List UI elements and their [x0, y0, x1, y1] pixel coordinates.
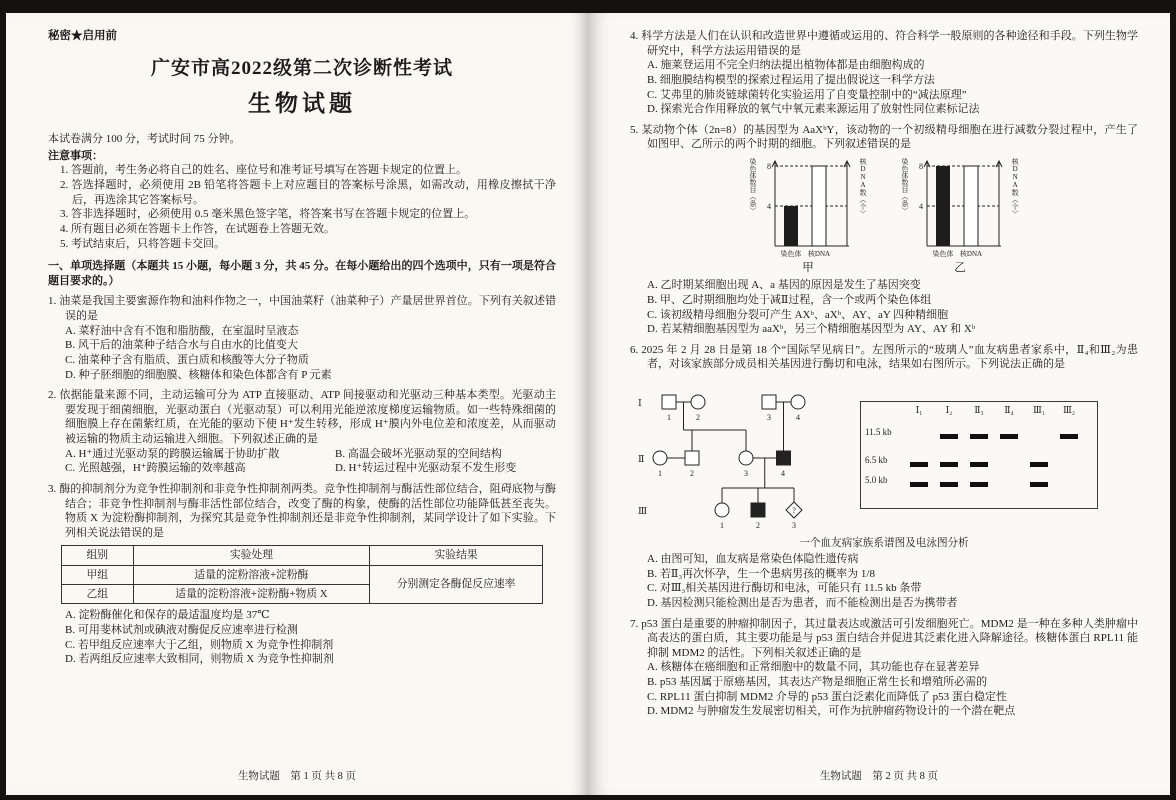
question-4: [630, 29, 1138, 117]
options-two-column: [48, 447, 556, 476]
gel-band: [1030, 482, 1048, 487]
scanned-exam-sheet: [6, 13, 1170, 795]
question-number: 1.: [48, 295, 57, 308]
question-number: 2.: [48, 389, 57, 402]
question-text: 依据能量来源不同，主动运输可分为 ATP 直接驱动、ATP 间接驱动和光驱动三种基本类型。光驱动主要发现于细菌细胞，光驱动蛋白（光驱动泵）可以利用光能逆浓度梯度运输物质。如一些特殊细菌的细胞膜上存在菌紫红质，在光能的驱动下使 H⁺发生转移，形成 H⁺膜内外电位差和浓度差，从而驱动被运输的物质主动运输进入细胞。下列叙述正确的是: [59, 389, 556, 445]
x-category-label: 核DNA: [807, 250, 831, 258]
table-header: 组别: [61, 546, 133, 565]
generation-label: Ⅰ: [638, 399, 642, 410]
bar-chart-jia: [749, 156, 867, 276]
notes-title: 注意事项：: [48, 149, 103, 162]
option-c: C. RPL11 蛋白抑制 MDM2 介导的 p53 蛋白泛素化而降低了 p53 蛋白稳定性: [647, 690, 1007, 703]
question-stem: [48, 482, 556, 541]
table-header: 实验结果: [369, 546, 542, 565]
individual-number: 4: [796, 413, 800, 423]
q5-figure: [630, 156, 1138, 276]
gel-lane-label: Ⅰ₁: [915, 405, 923, 416]
chart-title: 乙: [954, 262, 966, 274]
exam-title: 广安市高2022级第二次诊断性考试: [150, 58, 453, 80]
option-c: C. 对Ⅲ₃相关基因进行酶切和电泳，可能只有 11.5 kb 条带: [647, 582, 922, 595]
option-b: B. 甲、乙时期细胞均处于减Ⅱ过程，含一个或两个染色体组: [647, 293, 932, 306]
gel-diagram: [860, 401, 1098, 509]
option-d: D. 探索光合作用释放的氧气中氧元素来源运用了放射性同位素标记法: [647, 103, 980, 116]
question-stem: [630, 617, 1138, 661]
tick-label: 8: [919, 162, 924, 171]
question-number: 6.: [630, 343, 639, 356]
gel-lane-label: Ⅱ₃: [974, 405, 984, 416]
gel-band: [970, 482, 988, 487]
gel-band: [910, 482, 928, 487]
band-size-label: 6.5 kb: [865, 455, 888, 466]
option-a: A. 菜籽油中含有不饱和脂肪酸，在室温时呈液态: [65, 324, 299, 337]
chromosome-bar: [936, 166, 950, 246]
tick-label: 4: [766, 202, 771, 211]
bar-chart-svg: [757, 156, 859, 260]
option-b: B. 可用斐林试剂或碘液对酶促反应速率进行检测: [65, 624, 298, 637]
dna-bar: [964, 166, 978, 246]
question-text: 2025 年 2 月 28 日是第 18 个“国际罕见病日”。左图所示的“玻璃人”血友病患者家系中，Ⅱ₄和Ⅲ₂为患者，对该家族部分成员相关基因进行酶切和电泳，结果如右图所示。下列说法正确的是: [641, 343, 1138, 371]
band-size-label: 5.0 kb: [865, 475, 888, 486]
gel-lane-label: Ⅱ₄: [1004, 405, 1014, 416]
chart-row: [901, 156, 1019, 260]
table-header: 实验处理: [133, 546, 369, 565]
question-3: [48, 482, 556, 667]
option-d: D. H⁺转运过程中光驱动泵不发生形变: [335, 462, 517, 475]
option-c: C. 艾弗里的肺炎链球菌转化实验运用了自变量控制中的“减法原理”: [647, 88, 967, 101]
question-number: 3.: [48, 482, 57, 495]
chromosome-bar: [784, 206, 798, 246]
tick-label: 8: [766, 162, 771, 171]
page-footer: 生物试题 第 1 页 共 8 页: [237, 771, 357, 783]
table-row: [61, 565, 543, 584]
option-b: B. 若Ⅱ₃再次怀孕，生一个患病男孩的概率为 1/8: [647, 567, 875, 580]
option-b: B. p53 基因属于原癌基因，其表达产物是细胞正常生长和增殖所必需的: [647, 676, 988, 689]
question-stem: [630, 123, 1138, 152]
option-b: B. 风干后的油菜种子结合水与自由水的比值变大: [65, 339, 298, 352]
option-c: C. 若甲组反应速率大于乙组，则物质 X 为竞争性抑制剂: [65, 638, 334, 651]
individual-number: 1: [667, 413, 671, 423]
table-cell: 适量的淀粉溶液+淀粉酶: [133, 565, 369, 584]
page-footer: 生物试题 第 2 页 共 8 页: [819, 771, 939, 783]
question-2: [48, 388, 556, 476]
gel-band: [910, 462, 928, 467]
gel-band: [970, 462, 988, 467]
option-d: D. 基因检测只能检测出是否为患者，而不能检测出是否为携带者: [647, 596, 958, 609]
x-category-label: 染色体: [932, 250, 954, 258]
option-d: D. 若两组反应速率大致相同，则物质 X 为竞争性抑制剂: [65, 653, 334, 666]
option-c: C. 该初级精母细胞分裂可产生 AXᵇ、aXᵇ、AY、aY 四种精细胞: [647, 308, 949, 321]
note-item: 3. 答非选择题时，必须使用 0.5 毫米黑色签字笔，将答案书写在答题卡规定的位置上。: [60, 208, 476, 221]
note-item: 5. 考试结束后，只将答题卡交回。: [60, 237, 225, 250]
option-d: D. MDM2 与肿瘤发生发展密切相关，可作为抗肿瘤药物设计的一个潜在靶点: [647, 705, 1016, 718]
table-cell: 乙组: [61, 585, 133, 604]
figure-caption: 一个血友病家族系谱图及电泳图分析: [799, 538, 969, 550]
unknown-marker: ?: [792, 506, 796, 516]
table-header-row: [61, 546, 543, 565]
option-a: A. 施莱登运用不完全归纳法提出植物体都是由细胞构成的: [647, 59, 925, 72]
y-axis-label-right: 核DNA数（个）: [859, 158, 867, 217]
question-text: 酶的抑制剂分为竞争性抑制剂和非竞争性抑制剂两类。竞争性抑制剂与酶活性部位结合，阻碍底物与酶结合；非竞争性抑制剂与酶非活性部位结合，改变了酶的构象，使酶的活性部位功能降低甚至丧失。物质 X 为淀粉酶抑制剂，为探究其是竞争性抑制剂还是非竞争性抑制剂，某同学设计了如下实验。下列相关说法错误的是: [59, 482, 556, 539]
note-item: 1. 答题前，考生务必将自己的姓名、座位号和准考证号填写在答题卡规定的位置上。: [60, 164, 467, 177]
table-cell: 适量的淀粉溶液+淀粉酶+物质 X: [133, 585, 369, 604]
exam-subject-title: 生物试题: [248, 90, 356, 116]
note-item: 2. 答选择题时，必须使用 2B 铅笔将答题卡上对应题目的答案标号涂黑，如需改动，用橡皮擦拭干净后，再选涂其它答案标号。: [60, 179, 556, 206]
individual-number: 2: [696, 413, 700, 423]
x-category-label: 核DNA: [959, 250, 983, 258]
question-stem: [48, 388, 556, 447]
question-number: 7.: [630, 617, 639, 630]
gel-band: [940, 434, 958, 439]
individual-number: 3: [767, 413, 771, 423]
section-title: 一、单项选择题（本题共 15 小题，每小题 3 分，共 45 分。在每小题给出的四个选项中，只有一项是符合题目要求的。）: [48, 260, 556, 287]
option-a: A. H⁺通过光驱动泵的跨膜运输属于协助扩散: [65, 447, 280, 460]
question-stem: [630, 343, 1138, 372]
question-text: 油菜是我国主要蜜源作物和油料作物之一，中国油菜籽（油菜种子）产量居世界首位。下列有关叙述错误的是: [59, 295, 556, 322]
gel-band: [970, 434, 988, 439]
question-text: p53 蛋白是重要的肿瘤抑制因子，其过量表达或激活可引发细胞死亡。MDM2 是一种在多种人类肿瘤中高表达的蛋白质，其主要功能是与 p53 蛋白结合并促进其泛素化进入降解途径。核糖体蛋白 RPL11 能抑制 MDM2 的活性。下列相关叙述正确的是: [641, 617, 1138, 659]
generation-label: Ⅱ: [638, 455, 645, 466]
gel-lane-label: Ⅲ₁: [1033, 405, 1045, 416]
individual-number: 1: [658, 469, 662, 479]
question-7: [630, 617, 1138, 719]
pedigree-chart: [634, 376, 844, 534]
exam-info: 本试卷满分 100 分，考试时间 75 分钟。: [48, 133, 241, 146]
individual-number: 2: [756, 521, 760, 531]
bar-chart-svg: [909, 156, 1011, 260]
q6-figure: [634, 376, 1138, 534]
option-d: D. 种子胚细胞的细胞膜、核糖体和染色体都含有 P 元素: [65, 368, 332, 381]
gel-band: [1060, 434, 1078, 439]
option-c: C. 光照越强，H⁺跨膜运输的效率越高: [65, 462, 246, 475]
question-5: [630, 123, 1138, 337]
option-d: D. 若某精细胞基因型为 aaXᵇ，另三个精细胞基因型为 AY、AY 和 Xᵇ: [647, 323, 976, 336]
option-a: A. 淀粉酶催化和保存的最适温度均是 37℃: [65, 609, 270, 622]
generation-label: Ⅲ: [638, 507, 648, 518]
question-6: [630, 343, 1138, 611]
chart-title: 甲: [802, 262, 814, 274]
individual-number: 3: [744, 469, 748, 479]
y-axis-label-left: 染色体数目（条）: [901, 158, 910, 214]
dna-bar: [812, 166, 826, 246]
table-cell-merged: 分别测定各酶促反应速率: [369, 565, 542, 604]
individual-number: 4: [781, 469, 785, 479]
individual-number: 2: [690, 469, 694, 479]
x-category-label: 染色体: [780, 250, 802, 258]
tick-label: 4: [919, 202, 924, 211]
question-stem: [48, 294, 556, 323]
individual-number: 1: [720, 521, 724, 531]
gel-band: [940, 462, 958, 467]
question-text: 科学方法是人们在认识和改造世界中遵循或运用的、符合科学一般原则的各种途径和手段。下列生物学研究中，科学方法运用错误的是: [641, 30, 1138, 57]
secrecy-label: 秘密★启用前: [48, 30, 117, 42]
question-stem: [630, 29, 1138, 58]
individual-number: 3: [792, 521, 796, 531]
gel-band: [1030, 462, 1048, 467]
experiment-table: [61, 545, 544, 604]
table-cell: 甲组: [61, 565, 133, 584]
option-a: A. 由图可知，血友病是常染色体隐性遗传病: [647, 553, 859, 566]
gel-lane-label: Ⅰ₂: [945, 405, 953, 416]
option-a: A. 核糖体在癌细胞和正常细胞中的数量不同，其功能也存在显著差异: [647, 661, 980, 674]
option-b: B. 细胞膜结构模型的探索过程运用了提出假说这一科学方法: [647, 73, 935, 86]
option-c: C. 油菜种子含有脂质、蛋白质和核酸等大分子物质: [65, 353, 309, 366]
gel-lane-label: Ⅲ₂: [1063, 405, 1075, 416]
y-axis-label-left: 染色体数目（条）: [748, 158, 757, 214]
question-number: 4.: [630, 30, 639, 42]
page-2: [588, 13, 1170, 795]
note-item: 4. 所有题目必须在答题卡上作答，在试题卷上答题无效。: [60, 222, 335, 235]
question-text: 某动物个体（2n=8）的基因型为 AaXᵇY，该动物的一个初级精母细胞在进行减数分裂过程中，产生了如图甲、乙所示的两个时期的细胞。下列叙述错误的是: [641, 123, 1138, 151]
option-a: A. 乙时期某细胞出现 A、a 基因的原因是发生了基因突变: [647, 279, 921, 292]
bar-chart-yi: [901, 156, 1019, 276]
band-size-label: 11.5 kb: [865, 427, 892, 438]
chart-row: [749, 156, 867, 260]
notes-list: [48, 163, 556, 251]
y-axis-label-right: 核DNA数（个）: [1011, 158, 1020, 217]
gel-band: [1000, 434, 1018, 439]
question-1: [48, 294, 556, 382]
question-number: 5.: [630, 123, 639, 136]
gel-band: [940, 482, 958, 487]
page-1: [6, 13, 588, 795]
option-b: B. 高温会破坏光驱动泵的空间结构: [335, 447, 502, 460]
